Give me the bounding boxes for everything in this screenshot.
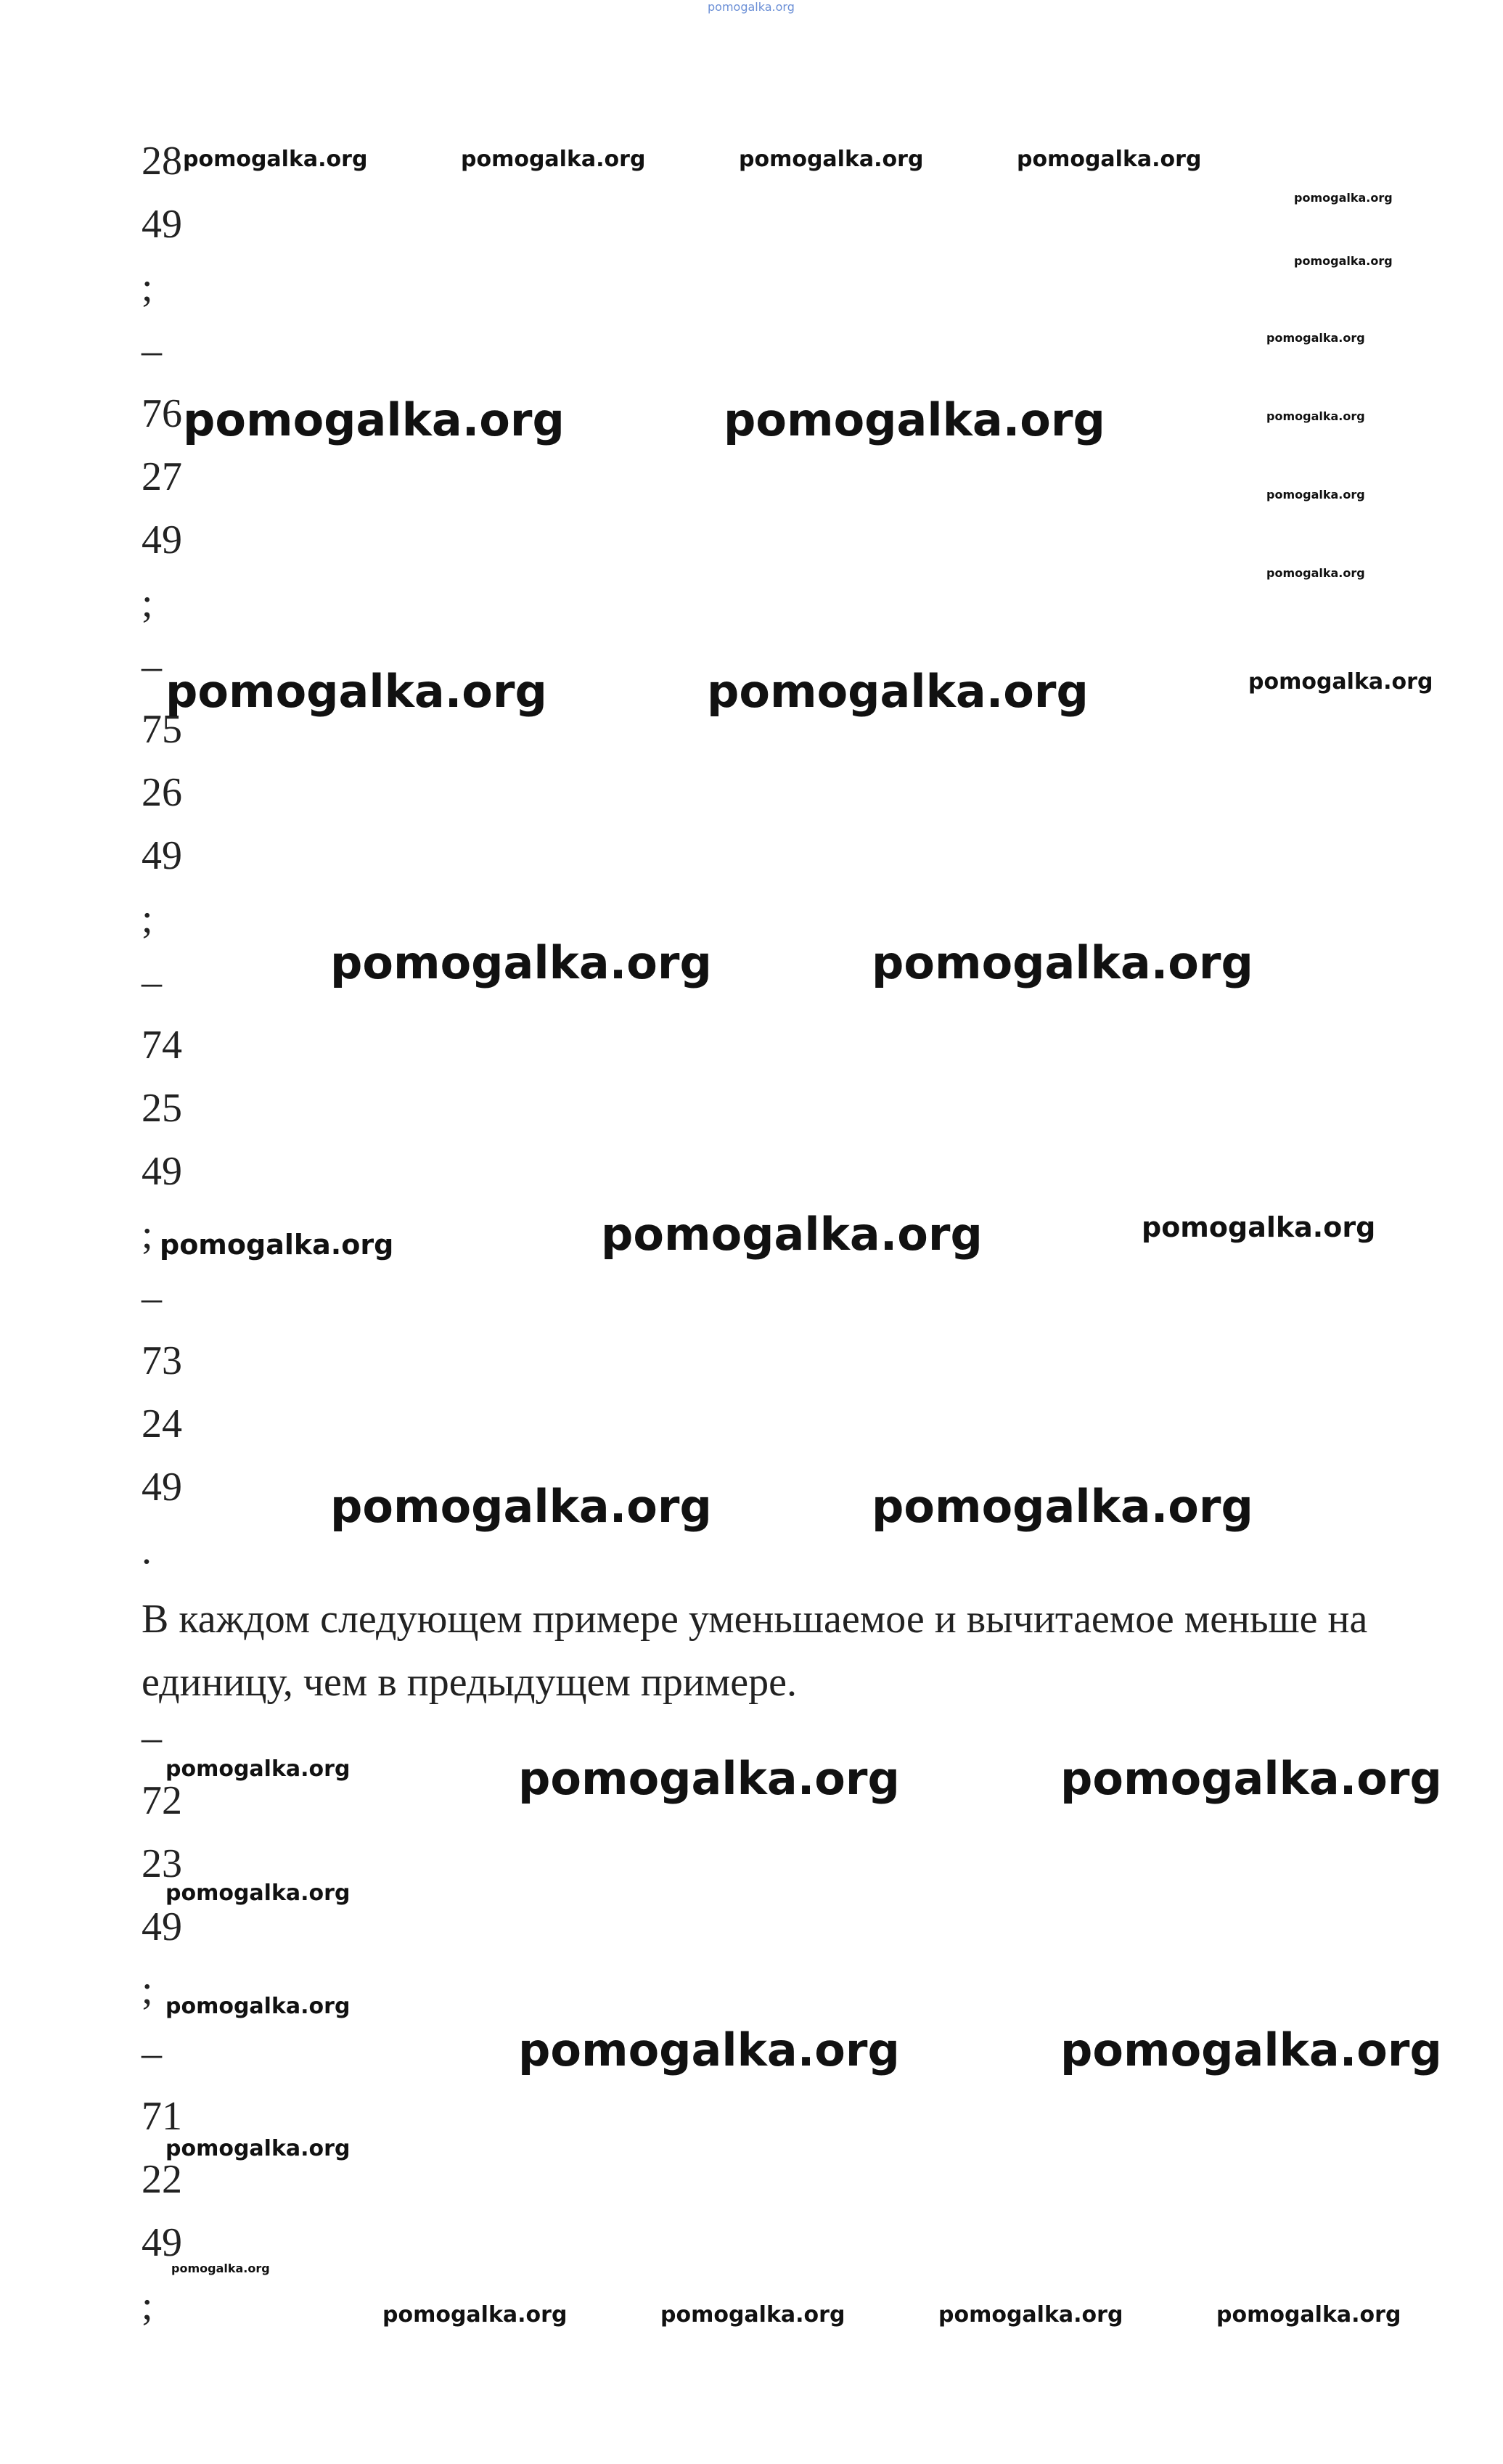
watermark: pomogalka.org [1294,191,1393,205]
watermark: pomogalka.org [708,0,795,14]
watermark: pomogalka.org [461,147,646,172]
math-line: 71 [142,2094,182,2139]
watermark: pomogalka.org [165,2136,351,2161]
watermark: pomogalka.org [739,147,924,172]
math-line: 24 [142,1401,182,1446]
watermark: pomogalka.org [1266,331,1365,345]
math-line: . [142,1528,152,1573]
math-line: 49 [142,833,182,878]
math-line: 74 [142,1023,182,1068]
math-line: ; [142,265,153,310]
watermark: pomogalka.org [160,1229,394,1261]
math-line: 22 [142,2157,182,2202]
watermark: pomogalka.org [1060,2023,1442,2076]
watermark: pomogalka.org [1294,254,1393,268]
math-line: ; [142,896,153,941]
watermark: pomogalka.org [724,393,1105,446]
math-line: 49 [142,1149,182,1194]
math-line: 49 [142,1465,182,1510]
math-line: – [142,328,162,373]
math-line: 25 [142,1086,182,1131]
watermark: pomogalka.org [171,2262,270,2275]
math-line: 49 [142,202,182,247]
math-line: 27 [142,454,182,499]
math-line: ; [142,1212,153,1257]
watermark: pomogalka.org [183,393,565,446]
math-line: 75 [142,707,182,752]
watermark: pomogalka.org [938,2302,1123,2328]
math-line: 23 [142,1841,182,1886]
watermark: pomogalka.org [165,665,547,718]
watermark: pomogalka.org [165,1994,351,2019]
watermark: pomogalka.org [183,147,368,172]
math-line: 49 [142,2220,182,2265]
math-line: – [142,2031,162,2076]
watermark: pomogalka.org [1216,2302,1401,2328]
math-line: – [142,959,162,1004]
watermark: pomogalka.org [872,936,1253,989]
math-line: 28 [142,139,182,184]
watermark: pomogalka.org [1142,1211,1376,1243]
watermark: pomogalka.org [872,1480,1253,1533]
explanation-paragraph: В каждом следующем примере уменьшаемое и вычитаемое меньше на единицу, чем в предыдущем примере. [142,1597,1368,1705]
watermark: pomogalka.org [165,1880,351,1906]
math-line: 49 [142,517,182,562]
math-line: – [142,1275,162,1320]
math-line: 76 [142,391,182,436]
watermark: pomogalka.org [1266,488,1365,502]
math-line: ; [142,581,153,626]
watermark: pomogalka.org [1017,147,1202,172]
watermark: pomogalka.org [601,1208,983,1261]
math-line: – [142,1715,162,1760]
watermark: pomogalka.org [165,1756,351,1782]
math-line: 49 [142,1904,182,1949]
watermark: pomogalka.org [1248,669,1433,695]
watermark: pomogalka.org [1266,566,1365,580]
watermark: pomogalka.org [330,936,712,989]
math-line: ; [142,2283,153,2328]
watermark: pomogalka.org [518,2023,900,2076]
watermark: pomogalka.org [660,2302,845,2328]
math-line: – [142,644,162,689]
watermark: pomogalka.org [707,665,1089,718]
math-line: 72 [142,1778,182,1823]
watermark: pomogalka.org [1060,1752,1442,1805]
watermark: pomogalka.org [330,1480,712,1533]
math-line: 26 [142,770,182,815]
math-line: ; [142,1968,153,2013]
math-line: 73 [142,1338,182,1383]
watermark: pomogalka.org [382,2302,568,2328]
watermark: pomogalka.org [1266,409,1365,423]
watermark: pomogalka.org [518,1752,900,1805]
